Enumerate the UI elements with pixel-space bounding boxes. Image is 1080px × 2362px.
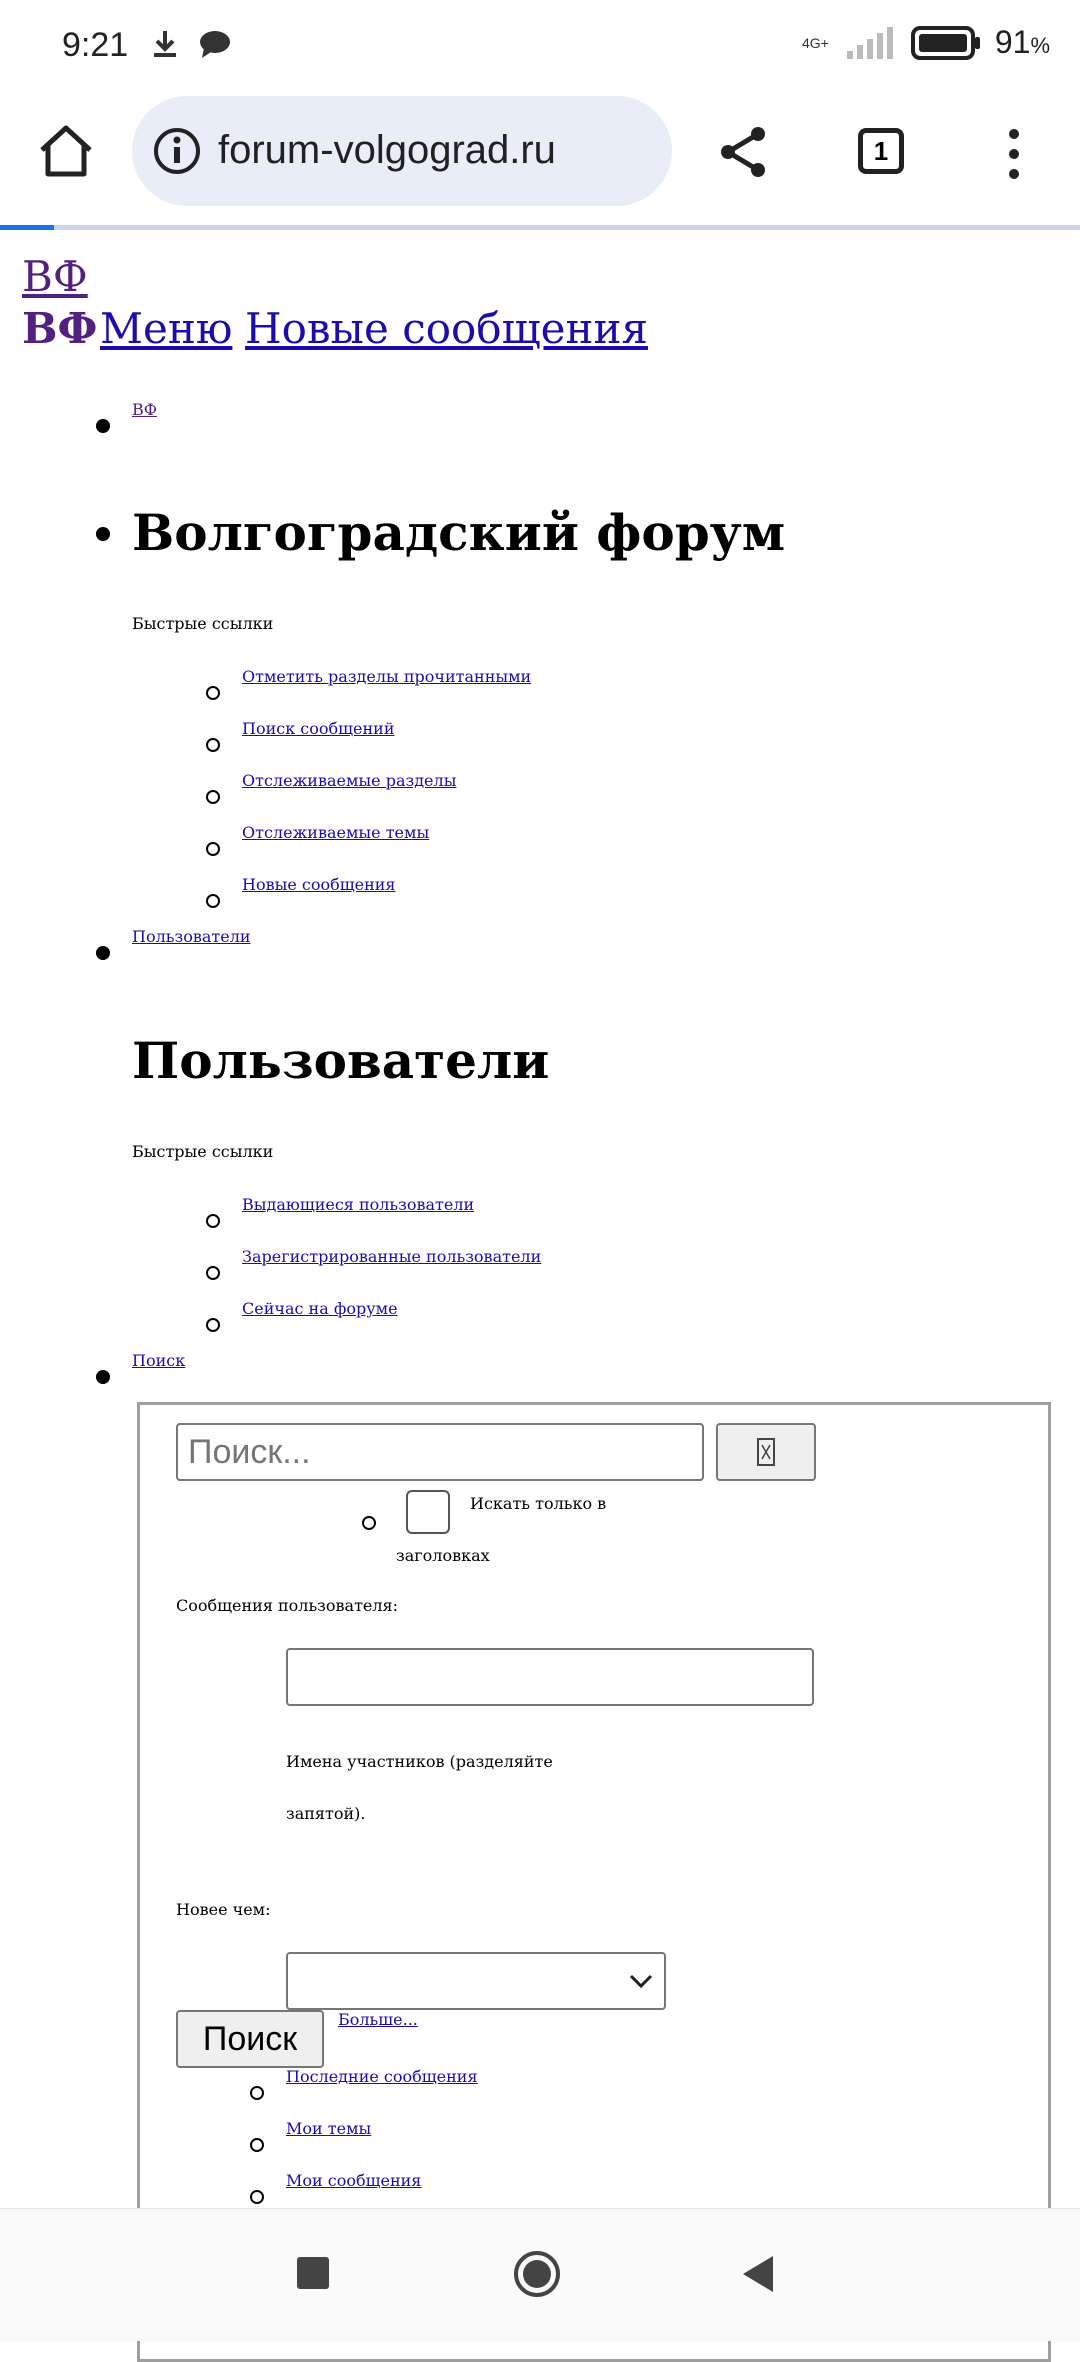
list-bullet (362, 1516, 376, 1530)
user-posts-label: Сообщения пользователя: (176, 1596, 399, 1615)
list-bullet (206, 686, 220, 700)
home-icon[interactable] (36, 122, 96, 180)
address-bar[interactable] (132, 96, 672, 206)
more-search-link[interactable]: Больше... (338, 2010, 418, 2029)
online-now-link[interactable]: Сейчас на форуме (242, 1299, 398, 1318)
list-bullet (206, 1318, 220, 1332)
notable-members-link[interactable]: Выдающиеся пользователи (242, 1195, 475, 1214)
user-posts-input[interactable] (286, 1648, 814, 1706)
url-text[interactable]: forum-volgograd.ru (218, 128, 556, 172)
users-title: Пользователи (132, 1031, 550, 1090)
list-bullet (250, 2190, 264, 2204)
list-bullet (206, 894, 220, 908)
registered-members-link[interactable]: Зарегистрированные пользователи (242, 1247, 542, 1266)
network-type: 4G+ (801, 34, 829, 51)
list-bullet (250, 2086, 264, 2100)
search-nav-link[interactable]: Поиск (132, 1351, 186, 1370)
battery-icon (911, 26, 981, 60)
titles-only-label: Искать только в (470, 1494, 607, 1513)
users-link[interactable]: Пользователи (132, 927, 251, 946)
list-bullet (206, 1266, 220, 1280)
progress-fill (0, 225, 54, 230)
tab-switcher-button[interactable] (858, 128, 904, 174)
battery-percent: 91% (994, 24, 1050, 60)
system-nav-bar (0, 2208, 1080, 2341)
search-submit-button[interactable] (716, 1423, 816, 1481)
user-posts-hint: Имена участников (разделяйте (286, 1752, 553, 1771)
list-bullet (96, 527, 110, 541)
search-button[interactable]: Поиск (176, 2010, 324, 2068)
site-info-icon[interactable] (152, 126, 202, 176)
signal-icon (843, 27, 897, 59)
list-bullet (206, 790, 220, 804)
search-posts-link[interactable]: Поиск сообщений (242, 719, 395, 738)
chat-icon (198, 28, 232, 60)
user-posts-hint-cont: запятой). (286, 1804, 366, 1823)
logo-text[interactable]: ВФ (22, 304, 98, 353)
my-posts-link[interactable]: Мои сообщения (286, 2171, 422, 2190)
site-home-link[interactable]: ВФ (22, 252, 88, 301)
list-bullet (206, 1214, 220, 1228)
tab-count: 1 (873, 136, 889, 166)
nav-home-link[interactable]: ВФ (132, 400, 158, 419)
download-icon (150, 28, 180, 60)
status-time: 9:21 (62, 26, 129, 64)
share-icon[interactable] (716, 124, 772, 180)
home-nav-button[interactable] (512, 2249, 562, 2299)
page-load-progress (0, 225, 1080, 230)
newer-than-select[interactable] (286, 1952, 666, 2010)
search-icon (756, 1437, 776, 1467)
list-bullet (96, 419, 110, 433)
list-bullet (96, 946, 110, 960)
status-right (802, 24, 1050, 61)
watched-forums-link[interactable]: Отслеживаемые разделы (242, 771, 457, 790)
new-posts-link[interactable]: Новые сообщения (242, 875, 396, 894)
browser-toolbar (0, 96, 1080, 228)
titles-only-checkbox[interactable] (406, 1490, 450, 1534)
status-bar (0, 0, 1080, 96)
header-new-posts-link[interactable]: Новые сообщения (245, 304, 648, 353)
latest-posts-link[interactable]: Последние сообщения (286, 2067, 478, 2086)
chevron-down-icon (628, 1972, 654, 1990)
watched-threads-link[interactable]: Отслеживаемые темы (242, 823, 430, 842)
more-menu-icon[interactable] (1000, 126, 1028, 182)
quick-links-label: Быстрые ссылки (132, 614, 274, 633)
search-input[interactable]: Поиск... (176, 1423, 704, 1481)
titles-only-label-cont: заголовках (396, 1546, 490, 1565)
mark-forums-read-link[interactable]: Отметить разделы прочитанными (242, 667, 532, 686)
list-bullet (250, 2138, 264, 2152)
recents-button[interactable] (297, 2257, 329, 2289)
menu-link[interactable]: Меню (100, 304, 233, 353)
my-threads-link[interactable]: Мои темы (286, 2119, 372, 2138)
forum-title: Волгоградский форум (132, 503, 786, 562)
list-bullet (206, 738, 220, 752)
list-bullet (206, 842, 220, 856)
back-nav-button[interactable] (740, 2253, 776, 2295)
list-bullet (96, 1370, 110, 1384)
newer-than-label: Новее чем: (176, 1900, 271, 1919)
users-quick-links-label: Быстрые ссылки (132, 1142, 274, 1161)
